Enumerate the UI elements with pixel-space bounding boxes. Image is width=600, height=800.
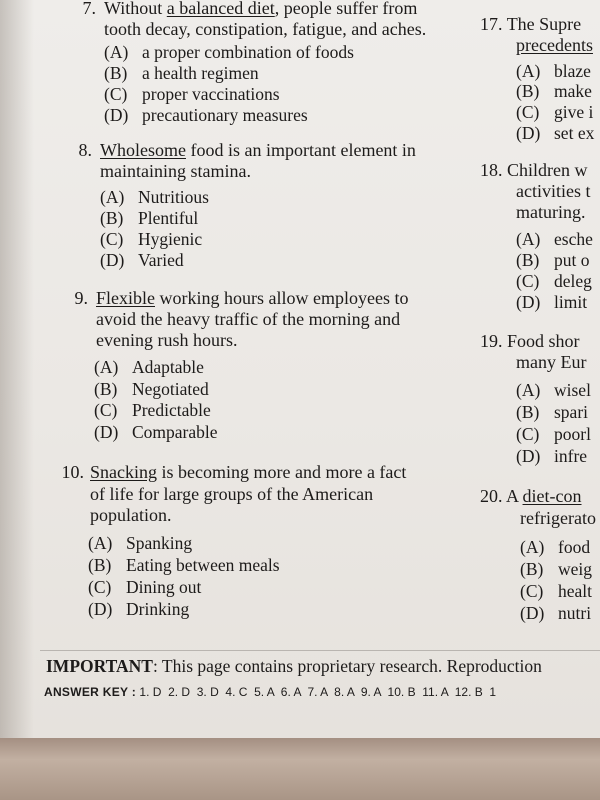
important-notice — [46, 655, 600, 677]
important-label: IMPORTANT — [46, 656, 153, 676]
answer-option: (C) deleg — [516, 271, 592, 291]
question-stem-line: activities t — [516, 181, 591, 201]
footer-divider — [40, 650, 600, 651]
question-stem-line: Without a balanced diet, people suffer from — [104, 0, 418, 18]
answer-option: (D) Varied — [100, 250, 184, 270]
question-number: 17. — [480, 14, 503, 34]
answer-option: (C) Dining out — [88, 577, 202, 597]
answer-key — [44, 684, 600, 700]
question-stem-line: of life for large groups of the American — [90, 484, 374, 504]
underlined-term: Wholesome — [100, 140, 186, 160]
underlined-term: a balanced diet — [166, 0, 275, 18]
question-stem-line: refrigerato — [520, 508, 596, 528]
answer-option: (C) give i — [516, 102, 594, 122]
question-stem-line: many Eur — [516, 352, 587, 372]
answer-option: (A) Spanking — [88, 533, 193, 553]
answer-option: (A) Adaptable — [94, 357, 204, 377]
question-number: 9. — [74, 288, 88, 308]
question-number: 8. — [78, 140, 92, 160]
question-number: 7. — [82, 0, 96, 18]
answer-option: (D) Drinking — [88, 599, 190, 619]
table-surface — [0, 738, 600, 800]
answer-option: (B) put o — [516, 250, 590, 270]
question-number: 20. — [480, 486, 503, 506]
answer-key-items: 1. D 2. D 3. D 4. C 5. A 6. A 7. A 8. A 9. A 10. B 11. A 12. B 1 — [139, 685, 497, 699]
answer-option: (B) weig — [520, 559, 593, 579]
answer-option: (C) poorl — [516, 424, 591, 444]
underlined-term: precedents — [516, 35, 593, 55]
question-number: 19. — [480, 331, 503, 351]
answer-option: (D) infre — [516, 446, 588, 466]
question-stem-line: Flexible working hours allow employees to — [96, 288, 409, 308]
question-stem-line: maturing. — [516, 202, 586, 222]
question-stem-line: evening rush hours. — [96, 330, 238, 350]
answer-option: (B) spari — [516, 402, 589, 422]
answer-option: (B) Plentiful — [100, 208, 199, 228]
answer-option: (B) make — [516, 81, 592, 101]
underlined-term: Flexible — [96, 288, 155, 308]
answer-option: (C) Hygienic — [100, 229, 203, 249]
answer-option: (C) healt — [520, 581, 593, 601]
answer-option: (D) Comparable — [94, 422, 218, 442]
answer-option: (B) Negotiated — [94, 379, 209, 399]
answer-option: (D) limit — [516, 292, 588, 312]
underlined-term: diet-con — [522, 486, 582, 506]
question-number: 18. — [480, 160, 503, 180]
question-19-line: 19. Food shor — [480, 331, 580, 351]
answer-option: (B) Eating between meals — [88, 555, 280, 575]
answer-option: (A) wisel — [516, 380, 591, 400]
question-17-line: 17. The Supre — [480, 14, 582, 34]
question-18-line: 18. Children w — [480, 160, 588, 180]
answer-option: (D) nutri — [520, 603, 592, 623]
answer-option: (A) Nutritious — [100, 187, 209, 207]
answer-key-label: ANSWER KEY : — [44, 685, 137, 699]
question-stem-line: tooth decay, constipation, fatigue, and aches. — [104, 19, 427, 39]
question-number: 10. — [61, 462, 84, 482]
question-stem-line: avoid the heavy traffic of the morning and — [96, 309, 401, 329]
question-20-line: 20. A diet-con — [480, 486, 582, 506]
question-stem-line: Wholesome food is an important element in — [100, 140, 416, 160]
question-stem-line: population. — [90, 505, 172, 525]
answer-option: (C) proper vaccinations — [104, 84, 280, 104]
answer-option: (A) food — [520, 537, 591, 557]
answer-option: (D) set ex — [516, 123, 595, 143]
answer-option: (A) esche — [516, 229, 593, 249]
answer-option: (A) blaze — [516, 61, 591, 81]
underlined-term: Snacking — [90, 462, 157, 482]
question-stem-line: Snacking is becoming more and more a fact — [90, 462, 407, 482]
answer-option: (A) a proper combination of foods — [104, 42, 354, 62]
answer-option: (B) a health regimen — [104, 63, 259, 83]
right-column — [480, 0, 600, 650]
question-stem-line: maintaining stamina. — [100, 161, 251, 181]
answer-option: (C) Predictable — [94, 400, 211, 420]
answer-option: (D) precautionary measures — [104, 105, 308, 125]
important-text: : This page contains proprietary research. Reproduction — [152, 656, 542, 676]
